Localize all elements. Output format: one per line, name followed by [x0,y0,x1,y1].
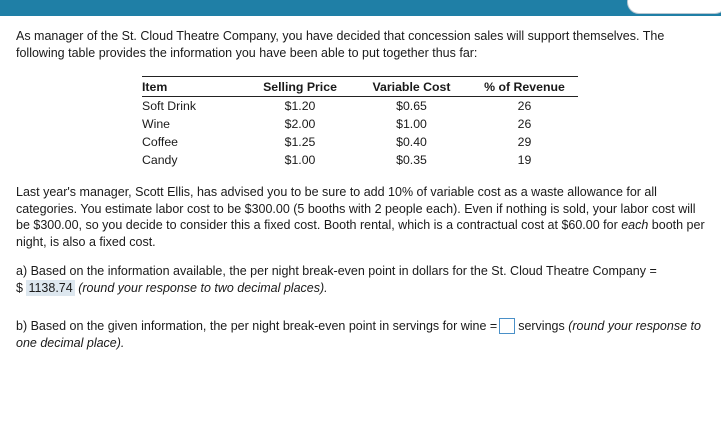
cell-percent-revenue: 26 [517,117,532,131]
header-variable-cost: Variable Cost [352,77,471,97]
intro-text: As manager of the St. Cloud Theatre Company, you have decided that concession sales will support themselves. The following table provides the information you have been able to put together thus far: [16,29,665,60]
problem-content [16,28,706,350]
question-a-text: a) Based on the information available, the per night break-even point in dollars for the St. Cloud Theatre Company = [16,264,657,278]
cell-selling-price: $2.00 [284,117,316,131]
unit-label: servings [518,319,565,333]
cell-item: Wine [142,117,171,131]
question-b [16,318,706,351]
table-row [142,151,578,169]
question-b-text: b) Based on the given information, the per night break-even point in servings for wine = [16,319,498,333]
cell-variable-cost: $0.65 [396,99,427,113]
header-selling-price: Selling Price [248,77,352,97]
table-row [142,133,578,151]
table-row [142,115,578,133]
cell-item: Soft Drink [142,99,196,113]
question-a-hint: (round your response to two decimal places). [78,280,328,295]
currency-symbol: $ [16,280,23,295]
answer-b-input[interactable] [499,318,515,334]
paragraph-emphasis: each [621,218,649,232]
paragraph-text-end: booth per night, is also a fixed cost. [16,218,705,249]
cell-percent-revenue: 26 [517,99,532,113]
cell-variable-cost: $1.00 [396,117,427,131]
table-header-row [142,77,578,97]
paragraph-text: Last year's manager, Scott Ellis, has advised you to be sure to add 10% of variable cost as a waste allowance for all categories. You estimate labor cost to be $300.00 (5 booths with 2 people each). Even if nothing is sold, your labor cost will be $300.00, so you decide to consider this a fixed cost. Booth rental, which is a contractual cost at $60.00 for [16,185,696,232]
cell-percent-revenue: 19 [517,153,532,167]
top-bar [0,0,721,16]
cell-percent-revenue: 29 [517,135,532,149]
cell-variable-cost: $0.35 [396,153,427,167]
instructions-paragraph [16,184,706,250]
cell-selling-price: $1.00 [284,153,316,167]
cell-item: Coffee [142,135,179,149]
header-item: Item [142,77,248,97]
question-b-hint: (round your response to one decimal place). [16,319,701,350]
cell-selling-price: $1.20 [284,99,316,113]
cell-item: Candy [142,153,178,167]
question-a [16,263,706,296]
concession-table [142,76,578,169]
header-percent-revenue: % of Revenue [471,77,578,97]
cell-selling-price: $1.25 [284,135,316,149]
table-row [142,97,578,116]
top-bar-button[interactable] [627,0,721,14]
answer-a-field[interactable]: 1138.74 [28,280,73,295]
cell-variable-cost: $0.40 [396,135,427,149]
